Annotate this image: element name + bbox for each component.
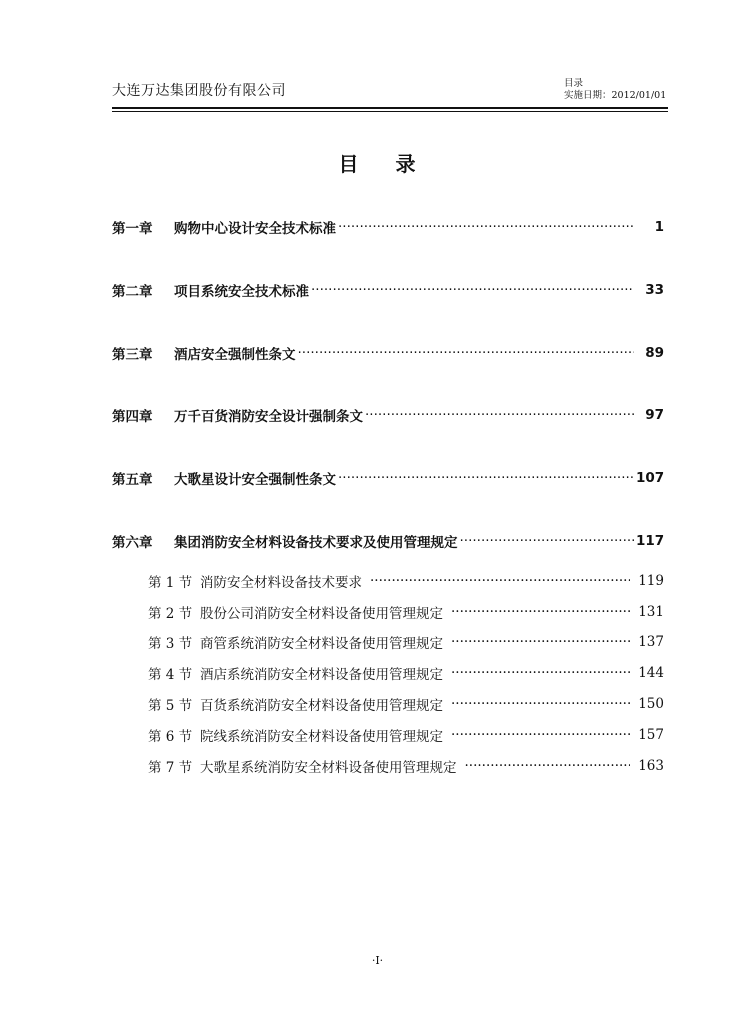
chapter-title: 项目系统安全技术标准: [174, 284, 309, 300]
toc-section[interactable]: [148, 632, 664, 652]
dot-leader: [338, 470, 634, 486]
chapter-label: 第一章: [112, 221, 153, 237]
toc-chapter[interactable]: [112, 279, 664, 301]
section-title: 百货系统消防安全材料设备使用管理规定: [200, 698, 443, 714]
section-page-number: 144: [638, 665, 664, 681]
toc-section[interactable]: [148, 663, 664, 683]
dot-leader: [451, 604, 630, 620]
page-number-footer: ·I·: [371, 954, 384, 967]
section-title: 股份公司消防安全材料设备使用管理规定: [200, 606, 443, 622]
header-rule-thin: [112, 111, 668, 112]
section-page-number: 157: [638, 727, 664, 743]
toc-section[interactable]: [148, 602, 664, 622]
section-title: 大歌星系统消防安全材料设备使用管理规定: [200, 760, 457, 776]
header-section-label: 目录: [564, 78, 584, 89]
chapter-page-number: 117: [636, 533, 665, 549]
section-page-number: 137: [638, 634, 664, 650]
section-page-number: 150: [638, 696, 664, 712]
toc-section[interactable]: [148, 725, 664, 745]
dot-leader: [451, 727, 630, 743]
toc-section[interactable]: [148, 694, 664, 714]
header-rule-thick: [112, 107, 668, 109]
header-effective-date: 实施日期：2012/01/01: [564, 90, 667, 101]
chapter-page-number: 1: [654, 219, 664, 235]
toc-chapter[interactable]: [112, 404, 664, 426]
chapter-label: 第六章: [112, 535, 153, 551]
chapter-title: 酒店安全强制性条文: [174, 347, 296, 363]
company-name: 大连万达集团股份有限公司: [112, 83, 286, 99]
header-meta: [564, 78, 666, 102]
page-title: 目 录: [338, 152, 417, 176]
section-title: 商管系统消防安全材料设备使用管理规定: [200, 636, 443, 652]
chapter-page-number: 97: [645, 407, 664, 423]
toc-chapter[interactable]: [112, 216, 664, 238]
chapter-title: 万千百货消防安全设计强制条文: [174, 409, 363, 425]
toc-section[interactable]: [148, 571, 664, 591]
dot-leader: [338, 219, 634, 235]
page-header: [112, 78, 668, 108]
chapter-page-number: 33: [645, 282, 664, 298]
dot-leader: [365, 407, 634, 423]
dot-leader: [451, 665, 630, 681]
dot-leader: [298, 345, 635, 361]
toc-chapter[interactable]: [112, 467, 664, 489]
dot-leader: [460, 533, 635, 549]
section-page-number: 131: [638, 604, 664, 620]
chapter-title: 大歌星设计安全强制性条文: [174, 472, 336, 488]
chapter-label: 第三章: [112, 347, 153, 363]
chapter-page-number: 89: [645, 345, 664, 361]
dot-leader: [465, 758, 631, 774]
section-page-number: 163: [638, 758, 664, 774]
section-label: 第 4 节: [148, 667, 193, 683]
section-label: 第 3 节: [148, 636, 193, 652]
dot-leader: [311, 282, 634, 298]
chapter-label: 第四章: [112, 409, 153, 425]
section-title: 院线系统消防安全材料设备使用管理规定: [200, 729, 443, 745]
dot-leader: [451, 696, 630, 712]
dot-leader: [451, 634, 630, 650]
section-label: 第 1 节: [148, 575, 193, 591]
section-title: 酒店系统消防安全材料设备使用管理规定: [200, 667, 443, 683]
chapter-page-number: 107: [636, 470, 665, 486]
section-label: 第 7 节: [148, 760, 193, 776]
section-label: 第 5 节: [148, 698, 193, 714]
section-label: 第 6 节: [148, 729, 193, 745]
chapter-label: 第二章: [112, 284, 153, 300]
section-page-number: 119: [638, 573, 664, 589]
toc-section[interactable]: [148, 756, 664, 776]
chapter-title: 集团消防安全材料设备技术要求及使用管理规定: [174, 535, 458, 551]
section-label: 第 2 节: [148, 606, 193, 622]
toc-chapter[interactable]: [112, 342, 664, 364]
chapter-title: 购物中心设计安全技术标准: [174, 221, 336, 237]
toc-chapter[interactable]: [112, 530, 664, 552]
chapter-label: 第五章: [112, 472, 153, 488]
section-title: 消防安全材料设备技术要求: [200, 575, 362, 591]
dot-leader: [370, 573, 630, 589]
